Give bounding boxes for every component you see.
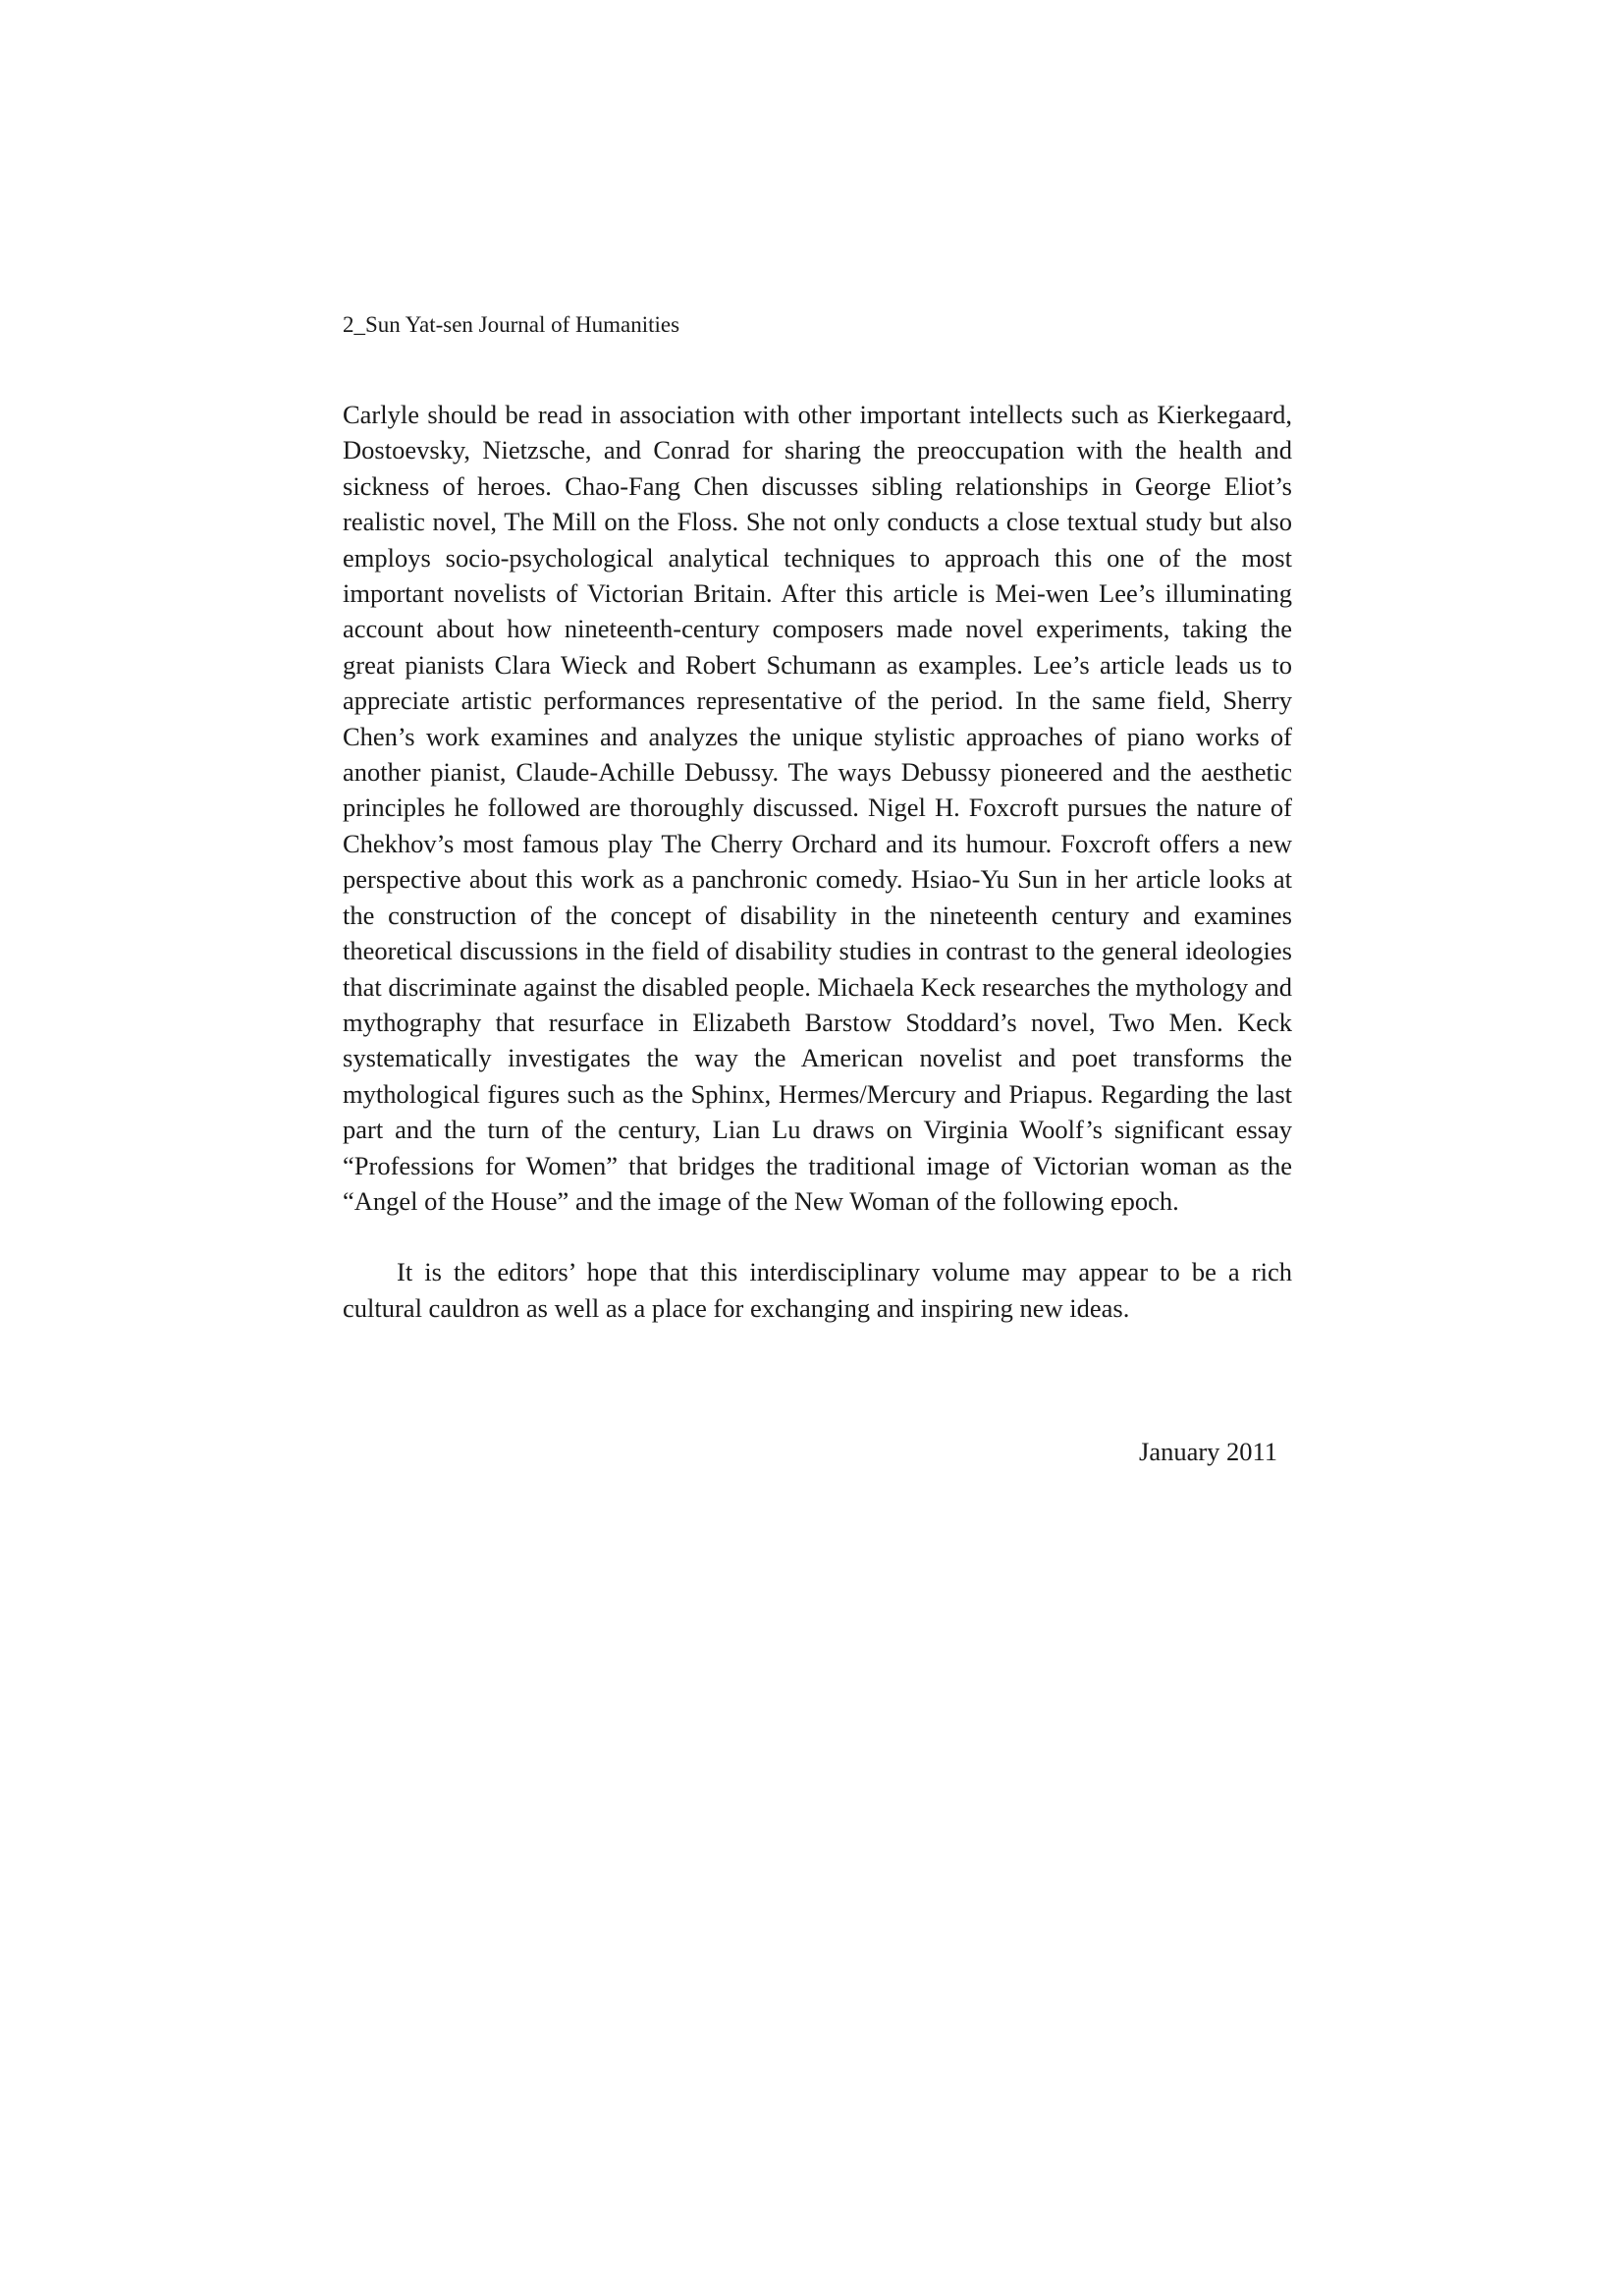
body-paragraph: It is the editors’ hope that this interdisciplinary volume may appear to be a rich cultural cauldron as well as a place for exchanging and inspiring new ideas. <box>343 1257 1292 1323</box>
running-header: 2_Sun Yat-sen Journal of Humanities <box>343 312 680 337</box>
body-text <box>343 397 1292 1326</box>
closing-date: January 2011 <box>1139 1437 1278 1466</box>
body-paragraph: Carlyle should be read in association with other important intellects such as Kierkegaard, Dostoevsky, Nietzsche, and Conrad for sharing the preoccupation with the health and sickness of heroes. Chao-Fang Chen discusses sibling relationships in George Eliot’s realistic novel, The Mill on the Floss. She not only conducts a close textual study but also employs socio-psychological analytical techniques to approach this one of the most important novelists of Victorian Britain. After this article is Mei-wen Lee’s illuminating account about how nineteenth-century composers made novel experiments, taking the great pianists Clara Wieck and Robert Schumann as examples. Lee’s article leads us to appreciate artistic performances representative of the period. In the same field, Sherry Chen’s work examines and analyzes the unique stylistic approaches of piano works of another pianist, Claude-Achille Debussy. The ways Debussy pioneered and the aesthetic principles he followed are thoroughly discussed. Nigel H. Foxcroft pursues the nature of Chekhov’s most famous play The Cherry Orchard and its humour. Foxcroft offers a new perspective about this work as a panchronic comedy. Hsiao-Yu Sun in her article looks at the construction of the concept of disability in the nineteenth century and examines theoretical discussions in the field of disability studies in contrast to the general ideologies that discriminate against the disabled people. Michaela Keck researches the mythology and mythography that resurface in Elizabeth Barstow Stoddard’s novel, Two Men. Keck systematically investigates the way the American novelist and poet transforms the mythological figures such as the Sphinx, Hermes/Mercury and Priapus. Regarding the last part and the turn of the century, Lian Lu draws on Virginia Woolf’s significant essay “Professions for Women” that bridges the traditional image of Victorian woman as the “Angel of the House” and the image of the New Woman of the following epoch. <box>343 400 1292 1216</box>
